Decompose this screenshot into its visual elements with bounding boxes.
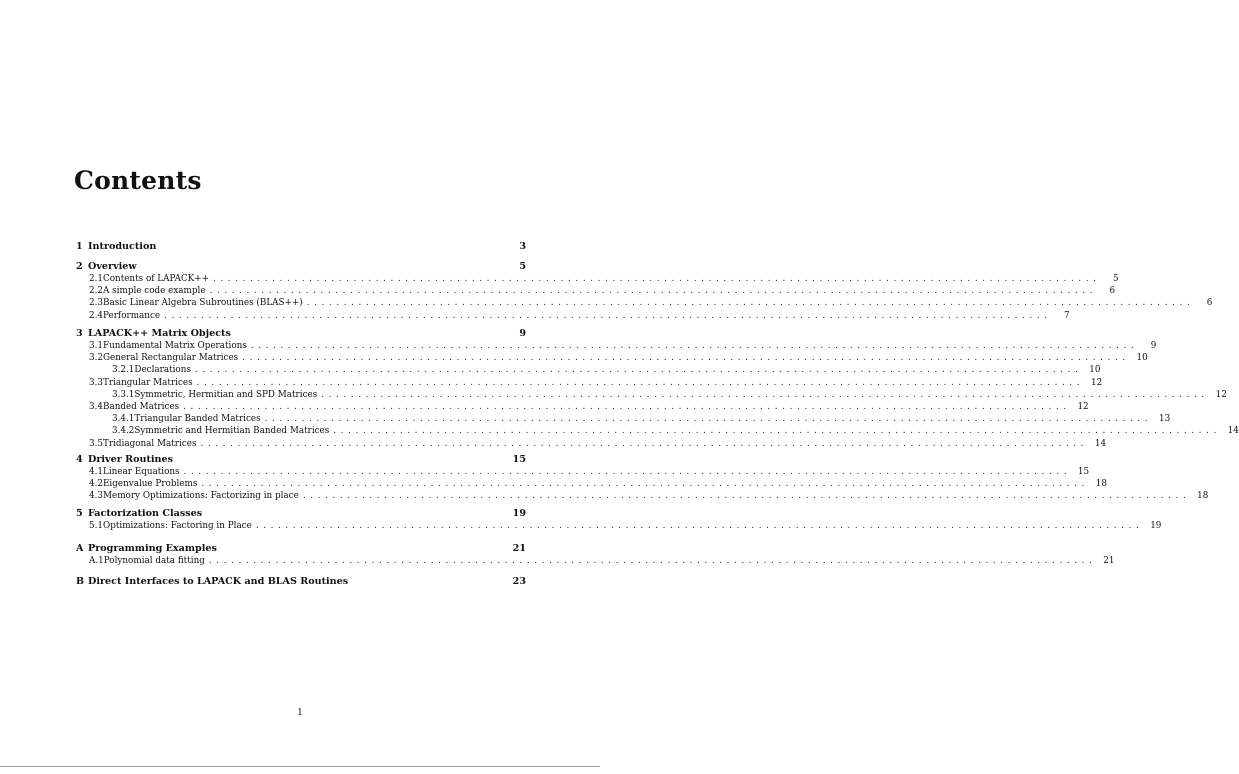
section-page: 6: [1206, 298, 1213, 309]
chapter-number: 4: [76, 454, 83, 465]
toc-section-row: [89, 353, 1148, 364]
chapter-page: 3: [519, 241, 526, 252]
chapter-title: LAPACK++ Matrix Objects: [88, 328, 231, 339]
toc-chapter-row: [76, 328, 526, 339]
section-number: 2.4: [89, 310, 103, 321]
page-title: Contents: [74, 166, 202, 195]
toc-section-row: [89, 286, 1116, 297]
section-title: Eigenvalue Problems: [103, 479, 198, 490]
dot-leader: ........................................................................................................................: [213, 274, 1101, 284]
dot-leader: ........................................................................................................................: [306, 298, 1195, 309]
chapter-title: Direct Interfaces to LAPACK and BLAS Routines: [88, 576, 349, 587]
chapter-page: 15: [512, 454, 526, 465]
chapter-number: 2: [76, 261, 83, 272]
chapter-number: 5: [76, 508, 83, 519]
toc-chapter-row: [76, 241, 526, 252]
section-number: 4.3: [89, 491, 103, 502]
dot-leader: ........................................................................................................................: [302, 491, 1191, 502]
chapter-title: Introduction: [88, 241, 157, 252]
chapter-page: 21: [512, 543, 526, 554]
section-number: 3.1: [89, 341, 103, 351]
section-title: Symmetric and Hermitian Banded Matrices: [134, 426, 330, 437]
section-page: 9: [1150, 341, 1157, 351]
section-number: 3.4: [89, 402, 103, 412]
section-number: 2.3: [89, 298, 103, 309]
toc-section-row: [89, 377, 1103, 388]
chapter-page: 19: [512, 508, 526, 519]
dot-leader: ........................................................................................................................: [201, 479, 1089, 490]
toc-chapter-row: [76, 454, 526, 465]
dot-leader: ........................................................................................................................: [208, 556, 1097, 566]
toc-subsection-row: [112, 389, 1227, 400]
toc-subsection-row: [112, 414, 1171, 425]
section-number: A.1: [89, 556, 104, 566]
section-number: 2.2: [89, 286, 103, 297]
toc-subsection-row: [112, 365, 1101, 376]
chapter-number: B: [76, 576, 85, 587]
chapter-number: A: [76, 543, 84, 554]
chapter-page: 9: [519, 328, 526, 339]
chapter-page: 5: [519, 261, 526, 272]
toc-chapter-row: [76, 576, 526, 587]
section-title: Performance: [103, 310, 161, 321]
section-title: Banded Matrices: [103, 402, 180, 412]
dot-leader: ........................................................................................................................: [196, 377, 1085, 388]
section-title: General Rectangular Matrices: [103, 353, 239, 364]
section-page: 12: [1215, 389, 1227, 400]
section-page: 19: [1150, 521, 1162, 531]
section-number: 3.2.1: [112, 365, 135, 376]
dot-leader: ........................................................................................................................: [200, 438, 1089, 449]
dot-leader: ........................................................................................................................: [255, 521, 1144, 531]
section-title: Basic Linear Algebra Subroutines (BLAS++): [103, 298, 303, 309]
toc-section-row: [89, 491, 1209, 502]
toc-chapter-row: [76, 261, 526, 272]
section-number: 4.1: [89, 467, 103, 477]
section-page: 12: [1077, 402, 1089, 412]
dot-leader: ........................................................................................................................: [164, 310, 1052, 321]
chapter-title: Factorization Classes: [88, 508, 203, 519]
dot-leader: ........................................................................................................................: [209, 286, 1098, 297]
dot-leader: ........................................................................................................................: [321, 389, 1209, 400]
section-number: 3.5: [89, 438, 103, 449]
toc-section-row: [89, 467, 1090, 477]
section-page: 13: [1159, 414, 1171, 425]
section-page: 15: [1077, 467, 1090, 477]
dot-leader: ........................................................................................................................: [183, 467, 1072, 477]
chapter-page: 23: [512, 576, 526, 587]
chapter-number: 3: [76, 328, 83, 339]
toc-section-row: [89, 521, 1162, 531]
section-title: Tridiagonal Matrices: [103, 438, 197, 449]
chapter-title: Driver Routines: [88, 454, 173, 465]
dot-leader: ........................................................................................................................: [250, 341, 1139, 351]
dot-leader: ........................................................................................................................: [264, 414, 1153, 425]
section-number: 4.2: [89, 479, 103, 490]
dot-leader: ........................................................................................................................: [333, 426, 1221, 437]
chapter-number: 1: [76, 241, 83, 252]
dot-leader: ........................................................................................................................: [242, 353, 1130, 364]
section-page: 10: [1089, 365, 1101, 376]
section-page: 5: [1112, 274, 1119, 284]
section-title: Symmetric, Hermitian and SPD Matrices: [134, 389, 318, 400]
section-title: Declarations: [134, 365, 191, 376]
toc-section-row: [89, 438, 1107, 449]
section-title: Fundamental Matrix Operations: [103, 341, 247, 351]
dot-leader: ........................................................................................................................: [194, 365, 1083, 376]
page-number: 1: [297, 708, 303, 718]
section-page: 12: [1090, 377, 1103, 388]
section-page: 7: [1064, 310, 1070, 321]
toc-section-row: [89, 310, 1070, 321]
section-page: 18: [1197, 491, 1209, 502]
chapter-title: Overview: [88, 261, 137, 272]
section-page: 6: [1109, 286, 1116, 297]
section-number: 3.3.1: [112, 389, 135, 400]
section-title: Triangular Banded Matrices: [134, 414, 261, 425]
section-title: Linear Equations: [103, 467, 180, 477]
toc-section-row: [89, 274, 1119, 284]
section-page: 10: [1136, 353, 1148, 364]
toc-section-row: [89, 402, 1089, 412]
toc-chapter-row: [76, 508, 526, 519]
toc-chapter-row: [76, 543, 526, 554]
bottom-rule: [0, 766, 600, 767]
section-number: 2.1: [89, 274, 103, 284]
section-title: Polynomial data fitting: [103, 556, 205, 566]
section-number: 5.1: [89, 521, 103, 531]
section-page: 14: [1094, 438, 1107, 449]
toc-section-row: [89, 479, 1107, 490]
toc-section-row: [89, 341, 1157, 351]
toc-section-row: [89, 556, 1115, 566]
section-title: Contents of LAPACK++: [103, 274, 209, 284]
section-page: 14: [1227, 426, 1239, 437]
toc-subsection-row: [112, 426, 1239, 437]
section-title: Triangular Matrices: [103, 377, 193, 388]
toc-section-row: [89, 298, 1213, 309]
section-number: 3.3: [89, 377, 103, 388]
section-title: A simple code example: [103, 286, 206, 297]
section-number: 3.4.1: [112, 414, 135, 425]
section-page: 18: [1095, 479, 1107, 490]
section-title: Optimizations: Factoring in Place: [103, 521, 252, 531]
section-number: 3.4.2: [112, 426, 135, 437]
section-title: Memory Optimizations: Factorizing in place: [103, 491, 299, 502]
section-page: 21: [1103, 556, 1115, 566]
dot-leader: ........................................................................................................................: [183, 402, 1071, 412]
section-number: 3.2: [89, 353, 103, 364]
chapter-title: Programming Examples: [88, 543, 217, 554]
